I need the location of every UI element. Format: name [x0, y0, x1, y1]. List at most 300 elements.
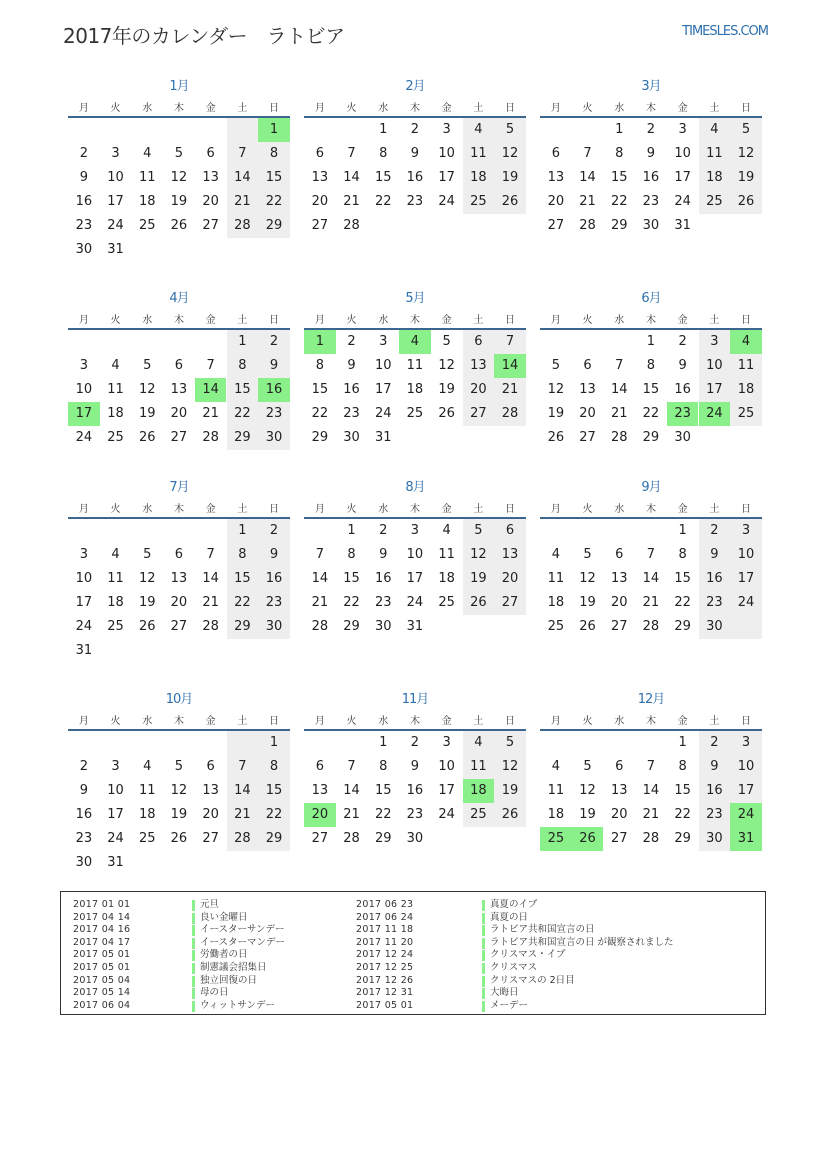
day-cell: 7: [615, 358, 624, 373]
day-cell: 27: [470, 406, 487, 421]
day-cell: 29: [642, 430, 660, 445]
day-cell: 23: [265, 595, 283, 610]
holiday-name: ラトビア共和国宣言の日: [490, 924, 595, 936]
day-cell: 24: [75, 619, 93, 634]
day-cell: 23: [374, 595, 392, 610]
holiday-date: 2017 04 16: [73, 924, 131, 936]
day-cell: 6: [505, 523, 515, 538]
day-cell: 11: [706, 146, 723, 161]
day-cell: 3: [79, 547, 88, 562]
day-cell: 20: [170, 406, 188, 421]
day-cell: 15: [374, 783, 392, 798]
day-cell: 17: [674, 170, 691, 185]
day-cell: 28: [311, 619, 329, 634]
day-cell: 1: [238, 523, 247, 538]
holiday-date: 2017 05 04: [73, 974, 131, 986]
day-cell: 25: [737, 406, 755, 421]
weekday-header: 金: [205, 103, 216, 114]
day-cell: 8: [238, 358, 247, 373]
holiday-day-cell: 26: [572, 827, 604, 851]
day-cell: 8: [269, 759, 279, 774]
day-cell: 9: [410, 146, 420, 161]
day-cell: 4: [551, 547, 560, 562]
day-cell: 11: [138, 783, 156, 798]
day-cell: 7: [315, 547, 324, 562]
day-cell: 28: [642, 619, 660, 634]
day-cell: 27: [170, 619, 188, 634]
holiday-date: 2017 12 24: [356, 949, 414, 961]
weekday-header: 火: [346, 103, 357, 114]
day-cell: 29: [343, 619, 360, 634]
day-cell: 6: [583, 358, 592, 373]
day-cell: 11: [470, 146, 487, 161]
day-cell: 8: [347, 547, 356, 562]
day-cell: 11: [107, 382, 124, 397]
weekday-header: 土: [473, 716, 484, 727]
weekday-header: 月: [550, 504, 561, 515]
day-cell: 8: [678, 547, 687, 562]
holiday-marker: [482, 900, 485, 911]
day-cell: 6: [615, 547, 624, 562]
day-cell: 5: [583, 547, 592, 562]
weekday-header: 日: [505, 103, 516, 114]
day-cell: 18: [547, 595, 565, 610]
day-cell: 14: [234, 783, 251, 798]
holiday-day-cell: 17: [68, 402, 100, 426]
day-cell: 12: [438, 358, 455, 373]
day-cell: 9: [710, 547, 719, 562]
holiday-marker: [482, 925, 485, 936]
day-cell: 9: [710, 759, 719, 774]
day-cell: 21: [642, 807, 660, 822]
month-8: [304, 476, 526, 666]
day-cell: 18: [406, 382, 424, 397]
weekday-header: 金: [441, 716, 452, 727]
holiday-name: ウィットサンデー: [200, 999, 275, 1011]
day-cell: 27: [501, 595, 519, 610]
day-cell: 29: [610, 218, 628, 233]
day-cell: 28: [642, 831, 660, 846]
holiday-name: 大晦日: [490, 987, 519, 999]
day-cell: 15: [265, 170, 283, 185]
day-cell: 1: [678, 735, 687, 750]
day-cell: 9: [646, 146, 656, 161]
day-cell: 24: [75, 430, 93, 445]
day-cell: 8: [238, 547, 247, 562]
weekday-header: 土: [237, 103, 248, 114]
holiday-marker: [482, 963, 485, 974]
holiday-marker: [192, 963, 195, 974]
month-name: 8月: [405, 480, 425, 495]
day-cell: 7: [206, 358, 215, 373]
weekday-header: 水: [614, 504, 625, 515]
day-cell: 14: [610, 382, 628, 397]
weekday-header: 水: [378, 315, 389, 326]
day-cell: 7: [238, 146, 247, 161]
day-cell: 14: [642, 571, 660, 586]
day-cell: 1: [615, 122, 624, 137]
day-cell: 15: [674, 571, 691, 586]
month-name: 10月: [165, 692, 193, 707]
day-cell: 10: [107, 783, 124, 798]
month-9: [540, 476, 762, 666]
day-cell: 13: [170, 571, 188, 586]
day-cell: 1: [646, 334, 656, 349]
day-cell: 5: [174, 759, 184, 774]
weekday-header: 水: [378, 716, 389, 727]
weekday-header: 木: [409, 315, 420, 326]
day-cell: 21: [579, 194, 596, 209]
weekday-header: 木: [645, 716, 656, 727]
day-cell: 14: [343, 783, 360, 798]
day-cell: 13: [311, 783, 329, 798]
day-cell: 12: [470, 547, 487, 562]
day-cell: 2: [710, 523, 719, 538]
day-cell: 29: [674, 831, 691, 846]
day-cell: 21: [501, 382, 519, 397]
holiday-name: 良い金曜日: [200, 911, 248, 923]
day-cell: 14: [234, 170, 251, 185]
weekday-header: 日: [741, 504, 752, 515]
day-cell: 12: [579, 783, 596, 798]
day-cell: 9: [269, 547, 279, 562]
day-cell: 6: [174, 358, 184, 373]
holiday-name: ラトビア共和国宣言の日 が観察されました: [490, 936, 674, 948]
day-cell: 30: [75, 855, 93, 870]
weekday-header: 月: [550, 716, 561, 727]
day-cell: 3: [79, 358, 88, 373]
holiday-day-cell: 16: [258, 378, 290, 402]
day-cell: 18: [138, 807, 156, 822]
day-cell: 25: [470, 807, 487, 822]
month-name: 6月: [641, 291, 661, 306]
day-cell: 3: [442, 122, 451, 137]
holiday-legend: [60, 891, 766, 1015]
day-cell: 4: [442, 523, 451, 538]
holiday-name: 元旦: [200, 899, 220, 910]
day-cell: 10: [674, 146, 691, 161]
day-cell: 28: [202, 430, 219, 445]
holiday-date: 2017 05 01: [73, 949, 131, 961]
day-cell: 20: [202, 194, 219, 209]
weekday-header: 火: [110, 716, 121, 727]
weekday-header: 月: [314, 716, 325, 727]
day-cell: 18: [706, 170, 723, 185]
holiday-marker: [482, 1001, 485, 1012]
day-cell: 20: [501, 571, 519, 586]
day-cell: 9: [347, 358, 356, 373]
day-cell: 15: [311, 382, 329, 397]
day-cell: 5: [143, 547, 152, 562]
month-6: [540, 287, 762, 477]
day-cell: 2: [347, 334, 356, 349]
weekday-header: 日: [269, 103, 280, 114]
day-cell: 17: [706, 382, 723, 397]
header-rule: [68, 116, 290, 118]
weekday-header: 土: [473, 504, 484, 515]
weekday-header: 月: [314, 315, 325, 326]
day-cell: 20: [610, 807, 628, 822]
day-cell: 27: [610, 619, 628, 634]
day-cell: 22: [234, 406, 251, 421]
day-cell: 16: [265, 571, 283, 586]
day-cell: 6: [206, 146, 215, 161]
holiday-day-cell: 1: [258, 118, 290, 142]
day-cell: 31: [75, 643, 93, 658]
day-cell: 19: [579, 807, 596, 822]
day-cell: 19: [501, 170, 519, 185]
day-cell: 25: [107, 619, 124, 634]
day-cell: 13: [610, 571, 628, 586]
day-cell: 12: [138, 382, 156, 397]
day-cell: 25: [107, 430, 124, 445]
holiday-day-cell: 14: [195, 378, 227, 402]
day-cell: 26: [170, 218, 188, 233]
day-cell: 25: [470, 194, 487, 209]
day-cell: 11: [470, 759, 487, 774]
day-cell: 18: [470, 170, 487, 185]
day-cell: 23: [706, 807, 723, 822]
holiday-name: 真夏の日: [490, 911, 529, 923]
day-cell: 15: [674, 783, 691, 798]
day-cell: 10: [737, 547, 755, 562]
day-cell: 12: [501, 146, 519, 161]
day-cell: 29: [311, 430, 329, 445]
holiday-day-cell: 14: [494, 354, 526, 378]
brand-logo[interactable]: TIMESLES.COM: [682, 24, 768, 39]
day-cell: 29: [265, 831, 283, 846]
day-cell: 16: [75, 194, 93, 209]
day-cell: 30: [265, 619, 283, 634]
day-cell: 3: [111, 146, 120, 161]
day-cell: 22: [674, 595, 691, 610]
day-cell: 8: [646, 358, 656, 373]
day-cell: 4: [111, 358, 120, 373]
day-cell: 6: [474, 334, 483, 349]
day-cell: 28: [234, 218, 251, 233]
weekday-header: 日: [269, 504, 280, 515]
day-cell: 24: [674, 194, 691, 209]
day-cell: 2: [269, 523, 279, 538]
day-cell: 15: [343, 571, 360, 586]
day-cell: 7: [646, 759, 656, 774]
day-cell: 10: [75, 571, 93, 586]
holiday-marker: [192, 1001, 195, 1012]
weekday-header: 日: [505, 716, 516, 727]
day-cell: 7: [206, 547, 215, 562]
day-cell: 14: [579, 170, 596, 185]
day-cell: 18: [107, 406, 124, 421]
day-cell: 10: [737, 759, 755, 774]
day-cell: 13: [579, 382, 596, 397]
holiday-name: クリスマス: [490, 962, 538, 973]
weekday-header: 土: [237, 315, 248, 326]
day-cell: 31: [374, 430, 392, 445]
day-cell: 27: [311, 218, 329, 233]
day-cell: 30: [674, 430, 691, 445]
day-cell: 20: [470, 382, 487, 397]
holiday-day-cell: 18: [463, 779, 495, 803]
holiday-date: 2017 11 18: [356, 924, 414, 936]
holiday-date: 2017 12 25: [356, 962, 414, 973]
month-7: [68, 476, 290, 666]
day-cell: 7: [505, 334, 515, 349]
day-cell: 13: [610, 783, 628, 798]
day-cell: 10: [406, 547, 424, 562]
weekday-header: 木: [173, 315, 184, 326]
day-cell: 12: [138, 571, 156, 586]
day-cell: 26: [438, 406, 455, 421]
month-name: 7月: [169, 480, 189, 495]
day-cell: 16: [75, 807, 93, 822]
day-cell: 22: [265, 194, 283, 209]
weekday-header: 火: [582, 504, 593, 515]
day-cell: 15: [374, 170, 392, 185]
day-cell: 4: [143, 759, 152, 774]
day-cell: 20: [547, 194, 565, 209]
day-cell: 19: [138, 595, 156, 610]
holiday-day-cell: 24: [699, 402, 731, 426]
holiday-marker: [192, 976, 195, 987]
holiday-date: 2017 04 14: [73, 911, 131, 923]
day-cell: 2: [79, 759, 88, 774]
day-cell: 28: [202, 619, 219, 634]
weekday-header: 水: [378, 504, 389, 515]
day-cell: 20: [579, 406, 596, 421]
weekday-header: 水: [614, 315, 625, 326]
day-cell: 17: [406, 571, 424, 586]
day-cell: 20: [610, 595, 628, 610]
month-12: [540, 688, 762, 878]
day-cell: 23: [706, 595, 723, 610]
day-cell: 12: [170, 170, 188, 185]
day-cell: 27: [202, 218, 219, 233]
weekday-header: 火: [110, 103, 121, 114]
day-cell: 27: [202, 831, 219, 846]
day-cell: 14: [343, 170, 360, 185]
day-cell: 30: [406, 831, 424, 846]
weekday-header: 金: [677, 103, 688, 114]
day-cell: 1: [379, 122, 388, 137]
day-cell: 26: [170, 831, 188, 846]
weekday-header: 火: [346, 504, 357, 515]
day-cell: 30: [706, 619, 723, 634]
day-cell: 10: [438, 146, 455, 161]
day-cell: 30: [265, 430, 283, 445]
day-cell: 29: [674, 619, 691, 634]
day-cell: 1: [238, 334, 247, 349]
day-cell: 30: [343, 430, 360, 445]
day-cell: 18: [737, 382, 755, 397]
day-cell: 8: [379, 146, 388, 161]
day-cell: 19: [737, 170, 755, 185]
day-cell: 10: [107, 170, 124, 185]
day-cell: 28: [343, 831, 360, 846]
day-cell: 4: [474, 735, 483, 750]
day-cell: 21: [234, 194, 251, 209]
holiday-date: 2017 12 26: [356, 974, 414, 986]
weekday-header: 水: [614, 103, 625, 114]
day-cell: 8: [315, 358, 324, 373]
day-cell: 30: [642, 218, 660, 233]
day-cell: 13: [547, 170, 565, 185]
day-cell: 17: [107, 807, 124, 822]
day-cell: 2: [710, 735, 719, 750]
day-cell: 10: [75, 382, 93, 397]
weekday-header: 水: [614, 716, 625, 727]
day-cell: 25: [138, 218, 156, 233]
day-cell: 27: [610, 831, 628, 846]
day-cell: 5: [741, 122, 751, 137]
day-cell: 6: [615, 759, 624, 774]
day-cell: 16: [406, 783, 424, 798]
weekday-header: 木: [645, 504, 656, 515]
day-cell: 11: [438, 547, 455, 562]
day-cell: 23: [343, 406, 360, 421]
weekday-header: 金: [205, 315, 216, 326]
day-cell: 7: [347, 759, 356, 774]
weekday-header: 火: [110, 315, 121, 326]
month-name: 3月: [641, 79, 661, 94]
day-cell: 31: [674, 218, 691, 233]
holiday-name: 労働者の日: [200, 949, 248, 961]
day-cell: 2: [379, 523, 388, 538]
day-cell: 1: [678, 523, 687, 538]
day-cell: 13: [170, 382, 188, 397]
holiday-marker: [192, 913, 195, 924]
day-cell: 8: [269, 146, 279, 161]
weekday-header: 火: [582, 716, 593, 727]
day-cell: 19: [547, 406, 565, 421]
holiday-day-cell: 4: [399, 330, 431, 354]
weekday-header: 金: [441, 315, 452, 326]
day-cell: 6: [551, 146, 560, 161]
month-4: [68, 287, 290, 477]
day-cell: 6: [206, 759, 215, 774]
day-cell: 19: [138, 406, 156, 421]
day-cell: 13: [202, 783, 219, 798]
day-cell: 9: [379, 547, 388, 562]
day-cell: 24: [107, 831, 124, 846]
holiday-marker: [482, 976, 485, 987]
day-cell: 25: [406, 406, 424, 421]
holiday-date: 2017 04 17: [73, 936, 131, 948]
day-cell: 24: [107, 218, 124, 233]
holiday-name: メーデー: [490, 999, 529, 1011]
weekday-header: 水: [142, 315, 153, 326]
day-cell: 21: [234, 807, 251, 822]
month-5: [304, 287, 526, 477]
holiday-marker: [192, 938, 195, 949]
weekday-header: 日: [269, 716, 280, 727]
day-cell: 21: [343, 194, 360, 209]
day-cell: 16: [706, 783, 723, 798]
holiday-marker: [482, 988, 485, 999]
day-cell: 30: [706, 831, 723, 846]
weekday-header: 日: [269, 315, 280, 326]
day-cell: 17: [438, 170, 455, 185]
weekday-header: 金: [205, 504, 216, 515]
day-cell: 22: [311, 406, 329, 421]
day-cell: 21: [343, 807, 360, 822]
day-cell: 26: [501, 194, 519, 209]
day-cell: 11: [737, 358, 755, 373]
weekday-header: 月: [78, 504, 89, 515]
day-cell: 18: [547, 807, 565, 822]
day-cell: 2: [646, 122, 656, 137]
day-cell: 13: [470, 358, 487, 373]
holiday-day-cell: 4: [730, 330, 762, 354]
